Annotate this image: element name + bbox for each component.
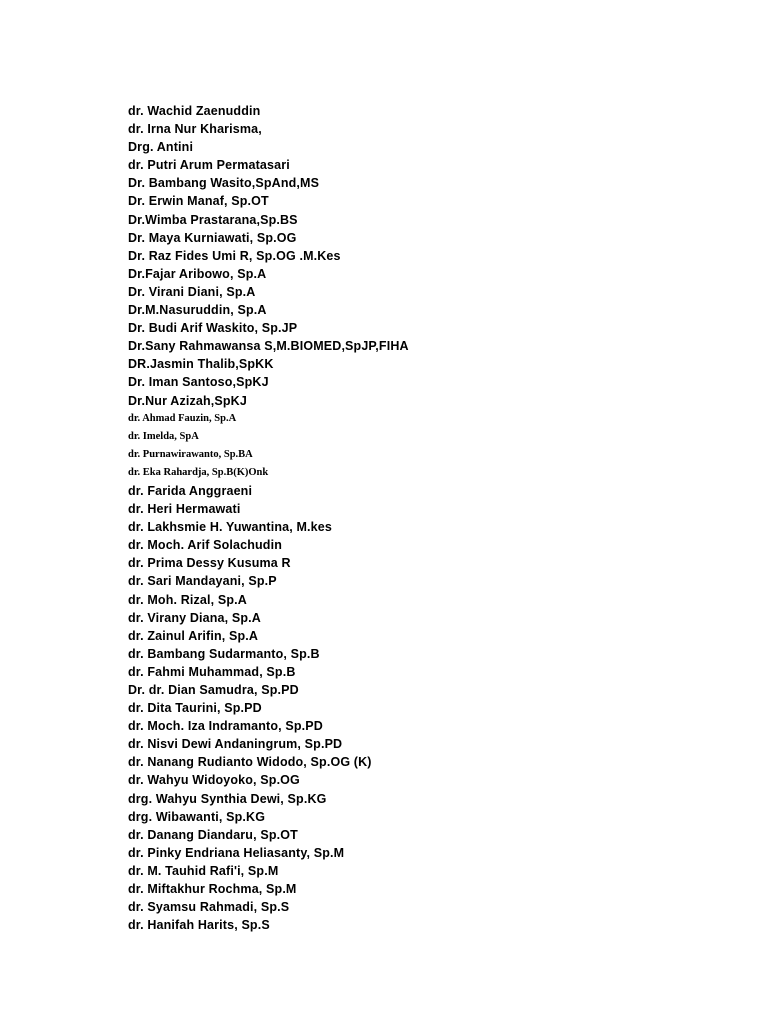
doctor-list-item: dr. Wahyu Widoyoko, Sp.OG xyxy=(128,773,300,788)
doctor-list xyxy=(128,102,728,934)
doctor-list-item: dr. Moch. Iza Indramanto, Sp.PD xyxy=(128,719,323,734)
doctor-list-item: dr. Irna Nur Kharisma, xyxy=(128,122,262,137)
doctor-list-item: Dr. Virani Diani, Sp.A xyxy=(128,284,256,299)
doctor-list-item: dr. M. Tauhid Rafi'i, Sp.M xyxy=(128,863,279,878)
doctor-list-item: dr. Miftakhur Rochma, Sp.M xyxy=(128,882,297,897)
doctor-list-item: dr. Ahmad Fauzin, Sp.A xyxy=(128,412,237,424)
doctor-list-item: Dr.Sany Rahmawansa S,M.BIOMED,SpJP,FIHA xyxy=(128,339,409,354)
doctor-list-item: dr. Zainul Arifin, Sp.A xyxy=(128,628,259,643)
doctor-list-item: Dr.Nur Azizah,SpKJ xyxy=(128,393,247,408)
doctor-list-item: dr. Farida Anggraeni xyxy=(128,483,253,498)
doctor-list-item: Drg. Antini xyxy=(128,140,194,155)
doctor-list-item: dr. Pinky Endriana Heliasanty, Sp.M xyxy=(128,845,345,860)
doctor-list-item: dr. Nanang Rudianto Widodo, Sp.OG (K) xyxy=(128,755,372,770)
doctor-list-item: Dr. dr. Dian Samudra, Sp.PD xyxy=(128,683,299,697)
doctor-list-item: Dr. Maya Kurniawati, Sp.OG xyxy=(128,230,297,245)
doctor-list-item: dr. Danang Diandaru, Sp.OT xyxy=(128,827,298,842)
doctor-list-item: dr. Heri Hermawati xyxy=(128,502,241,517)
doctor-list-item: dr. Moh. Rizal, Sp.A xyxy=(128,592,247,607)
doctor-list-item: drg. Wibawanti, Sp.KG xyxy=(128,809,266,824)
doctor-list-item: Dr.Fajar Aribowo, Sp.A xyxy=(128,266,267,281)
doctor-list-item: dr. Eka Rahardja, Sp.B(K)Onk xyxy=(128,466,269,478)
doctor-list-item: drg. Wahyu Synthia Dewi, Sp.KG xyxy=(128,791,327,806)
doctor-list-item: dr. Imelda, SpA xyxy=(128,430,199,442)
doctor-list-item: dr. Lakhsmie H. Yuwantina, M.kes xyxy=(128,520,332,535)
doctor-list-item: dr. Bambang Sudarmanto, Sp.B xyxy=(128,646,320,661)
doctor-list-item: Dr.M.Nasuruddin, Sp.A xyxy=(128,303,267,318)
doctor-list-item: dr. Nisvi Dewi Andaningrum, Sp.PD xyxy=(128,737,343,752)
doctor-list-item: dr. Wachid Zaenuddin xyxy=(128,104,261,118)
doctor-list-item: dr. Prima Dessy Kusuma R xyxy=(128,556,291,571)
doctor-list-item: dr. Purnawirawanto, Sp.BA xyxy=(128,448,253,460)
doctor-list-item: dr. Hanifah Harits, Sp.S xyxy=(128,918,270,933)
doctor-list-item: Dr. Budi Arif Waskito, Sp.JP xyxy=(128,321,298,336)
doctor-list-item: Dr. Iman Santoso,SpKJ xyxy=(128,375,269,390)
doctor-list-item: Dr. Bambang Wasito,SpAnd,MS xyxy=(128,176,320,191)
doctor-list-item: dr. Dita Taurini, Sp.PD xyxy=(128,701,262,716)
doctor-list-item: Dr. Raz Fides Umi R, Sp.OG .M.Kes xyxy=(128,248,341,263)
doctor-list-item: dr. Syamsu Rahmadi, Sp.S xyxy=(128,900,290,915)
doctor-list-item: dr. Sari Mandayani, Sp.P xyxy=(128,574,277,589)
doctor-list-item: dr. Putri Arum Permatasari xyxy=(128,158,290,173)
doctor-list-item: DR.Jasmin Thalib,SpKK xyxy=(128,357,274,372)
doctor-list-item: dr. Moch. Arif Solachudin xyxy=(128,538,282,553)
doctor-list-item: dr. Virany Diana, Sp.A xyxy=(128,610,261,625)
doctor-list-item: Dr. Erwin Manaf, Sp.OT xyxy=(128,194,269,209)
doctor-list-item: dr. Fahmi Muhammad, Sp.B xyxy=(128,664,296,679)
doctor-list-item: Dr.Wimba Prastarana,Sp.BS xyxy=(128,212,298,227)
